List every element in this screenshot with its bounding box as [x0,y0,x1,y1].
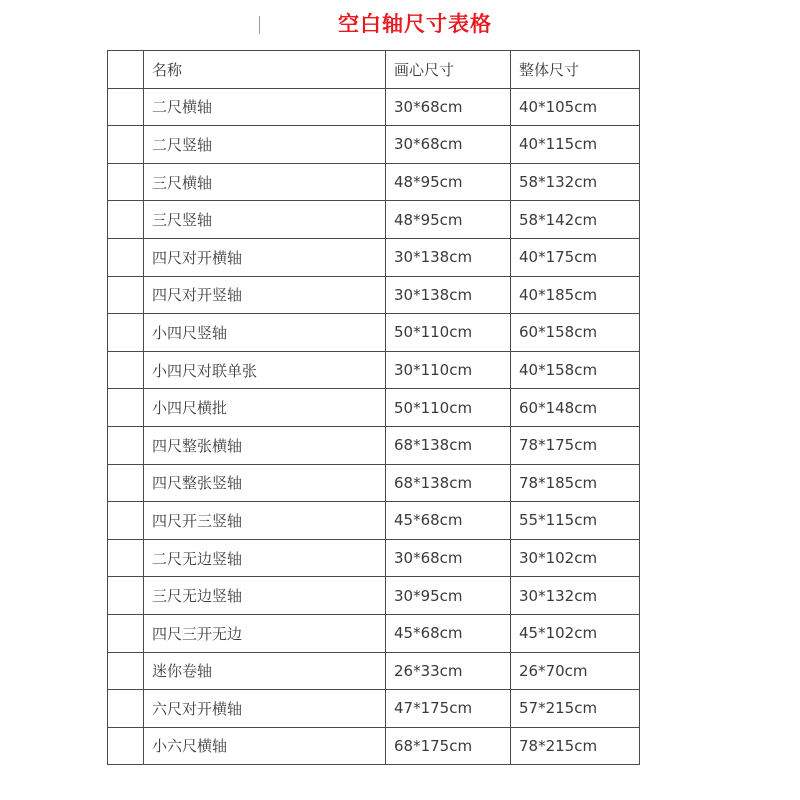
index-cell [108,238,144,276]
table-row [108,276,640,314]
name-cell: 二尺横轴 [144,88,386,126]
index-cell [108,389,144,427]
index-cell [108,652,144,690]
core-size-cell: 50*110cm [386,314,511,352]
core-size-cell: 50*110cm [386,389,511,427]
name-cell: 迷你卷轴 [144,652,386,690]
name-cell: 小四尺横批 [144,389,386,427]
index-cell [108,614,144,652]
table-row [108,201,640,239]
overall-size-cell: 60*148cm [511,389,640,427]
name-cell: 四尺对开横轴 [144,238,386,276]
overall-size-cell: 60*158cm [511,314,640,352]
overall-size-cell: 55*115cm [511,502,640,540]
index-cell [108,690,144,728]
name-cell: 四尺整张横轴 [144,426,386,464]
index-cell [108,276,144,314]
overall-size-cell: 40*175cm [511,238,640,276]
header-core-size-cell: 画心尺寸 [386,51,511,89]
index-cell [108,163,144,201]
table-row [108,426,640,464]
table-row [108,502,640,540]
overall-size-cell: 30*102cm [511,539,640,577]
table-header-row [108,51,640,89]
overall-size-cell: 26*70cm [511,652,640,690]
name-cell: 四尺对开竖轴 [144,276,386,314]
core-size-cell: 30*138cm [386,276,511,314]
table-row [108,464,640,502]
core-size-cell: 30*138cm [386,238,511,276]
index-cell [108,201,144,239]
table-row [108,539,640,577]
overall-size-cell: 78*215cm [511,727,640,765]
core-size-cell: 48*95cm [386,163,511,201]
name-cell: 三尺横轴 [144,163,386,201]
page-title: 空白轴尺寸表格 [338,12,492,36]
table-row [108,690,640,728]
name-cell: 二尺无边竖轴 [144,539,386,577]
table-row [108,652,640,690]
index-cell [108,727,144,765]
core-size-cell: 30*68cm [386,126,511,164]
table-body [108,51,640,765]
core-size-cell: 30*110cm [386,351,511,389]
index-cell [108,464,144,502]
table-row [108,88,640,126]
name-cell: 三尺竖轴 [144,201,386,239]
core-size-cell: 47*175cm [386,690,511,728]
index-cell [108,577,144,615]
name-cell: 小六尺横轴 [144,727,386,765]
table-row [108,126,640,164]
index-cell [108,126,144,164]
table-row [108,314,640,352]
overall-size-cell: 78*175cm [511,426,640,464]
overall-size-cell: 40*105cm [511,88,640,126]
name-cell: 三尺无边竖轴 [144,577,386,615]
table-row [108,238,640,276]
table-row [108,163,640,201]
name-cell: 四尺开三竖轴 [144,502,386,540]
overall-size-cell: 57*215cm [511,690,640,728]
overall-size-cell: 45*102cm [511,614,640,652]
core-size-cell: 45*68cm [386,614,511,652]
core-size-cell: 68*138cm [386,426,511,464]
overall-size-cell: 58*142cm [511,201,640,239]
size-table [107,50,640,765]
index-cell [108,314,144,352]
table-row [108,577,640,615]
name-cell: 小四尺对联单张 [144,351,386,389]
core-size-cell: 68*175cm [386,727,511,765]
overall-size-cell: 78*185cm [511,464,640,502]
name-cell: 四尺三开无边 [144,614,386,652]
overall-size-cell: 40*115cm [511,126,640,164]
core-size-cell: 68*138cm [386,464,511,502]
core-size-cell: 30*68cm [386,539,511,577]
table-row [108,351,640,389]
header-overall-size-cell: 整体尺寸 [511,51,640,89]
name-cell: 小四尺竖轴 [144,314,386,352]
table-row [108,727,640,765]
index-cell [108,351,144,389]
core-size-cell: 26*33cm [386,652,511,690]
overall-size-cell: 30*132cm [511,577,640,615]
name-cell: 六尺对开横轴 [144,690,386,728]
overall-size-cell: 40*185cm [511,276,640,314]
index-cell [108,426,144,464]
header-index-cell [108,51,144,89]
overall-size-cell: 40*158cm [511,351,640,389]
name-cell: 四尺整张竖轴 [144,464,386,502]
index-cell [108,88,144,126]
name-cell: 二尺竖轴 [144,126,386,164]
core-size-cell: 30*68cm [386,88,511,126]
core-size-cell: 45*68cm [386,502,511,540]
index-cell [108,502,144,540]
table-row [108,389,640,427]
index-cell [108,539,144,577]
table-row [108,614,640,652]
core-size-cell: 30*95cm [386,577,511,615]
overall-size-cell: 58*132cm [511,163,640,201]
header-name-cell: 名称 [144,51,386,89]
core-size-cell: 48*95cm [386,201,511,239]
